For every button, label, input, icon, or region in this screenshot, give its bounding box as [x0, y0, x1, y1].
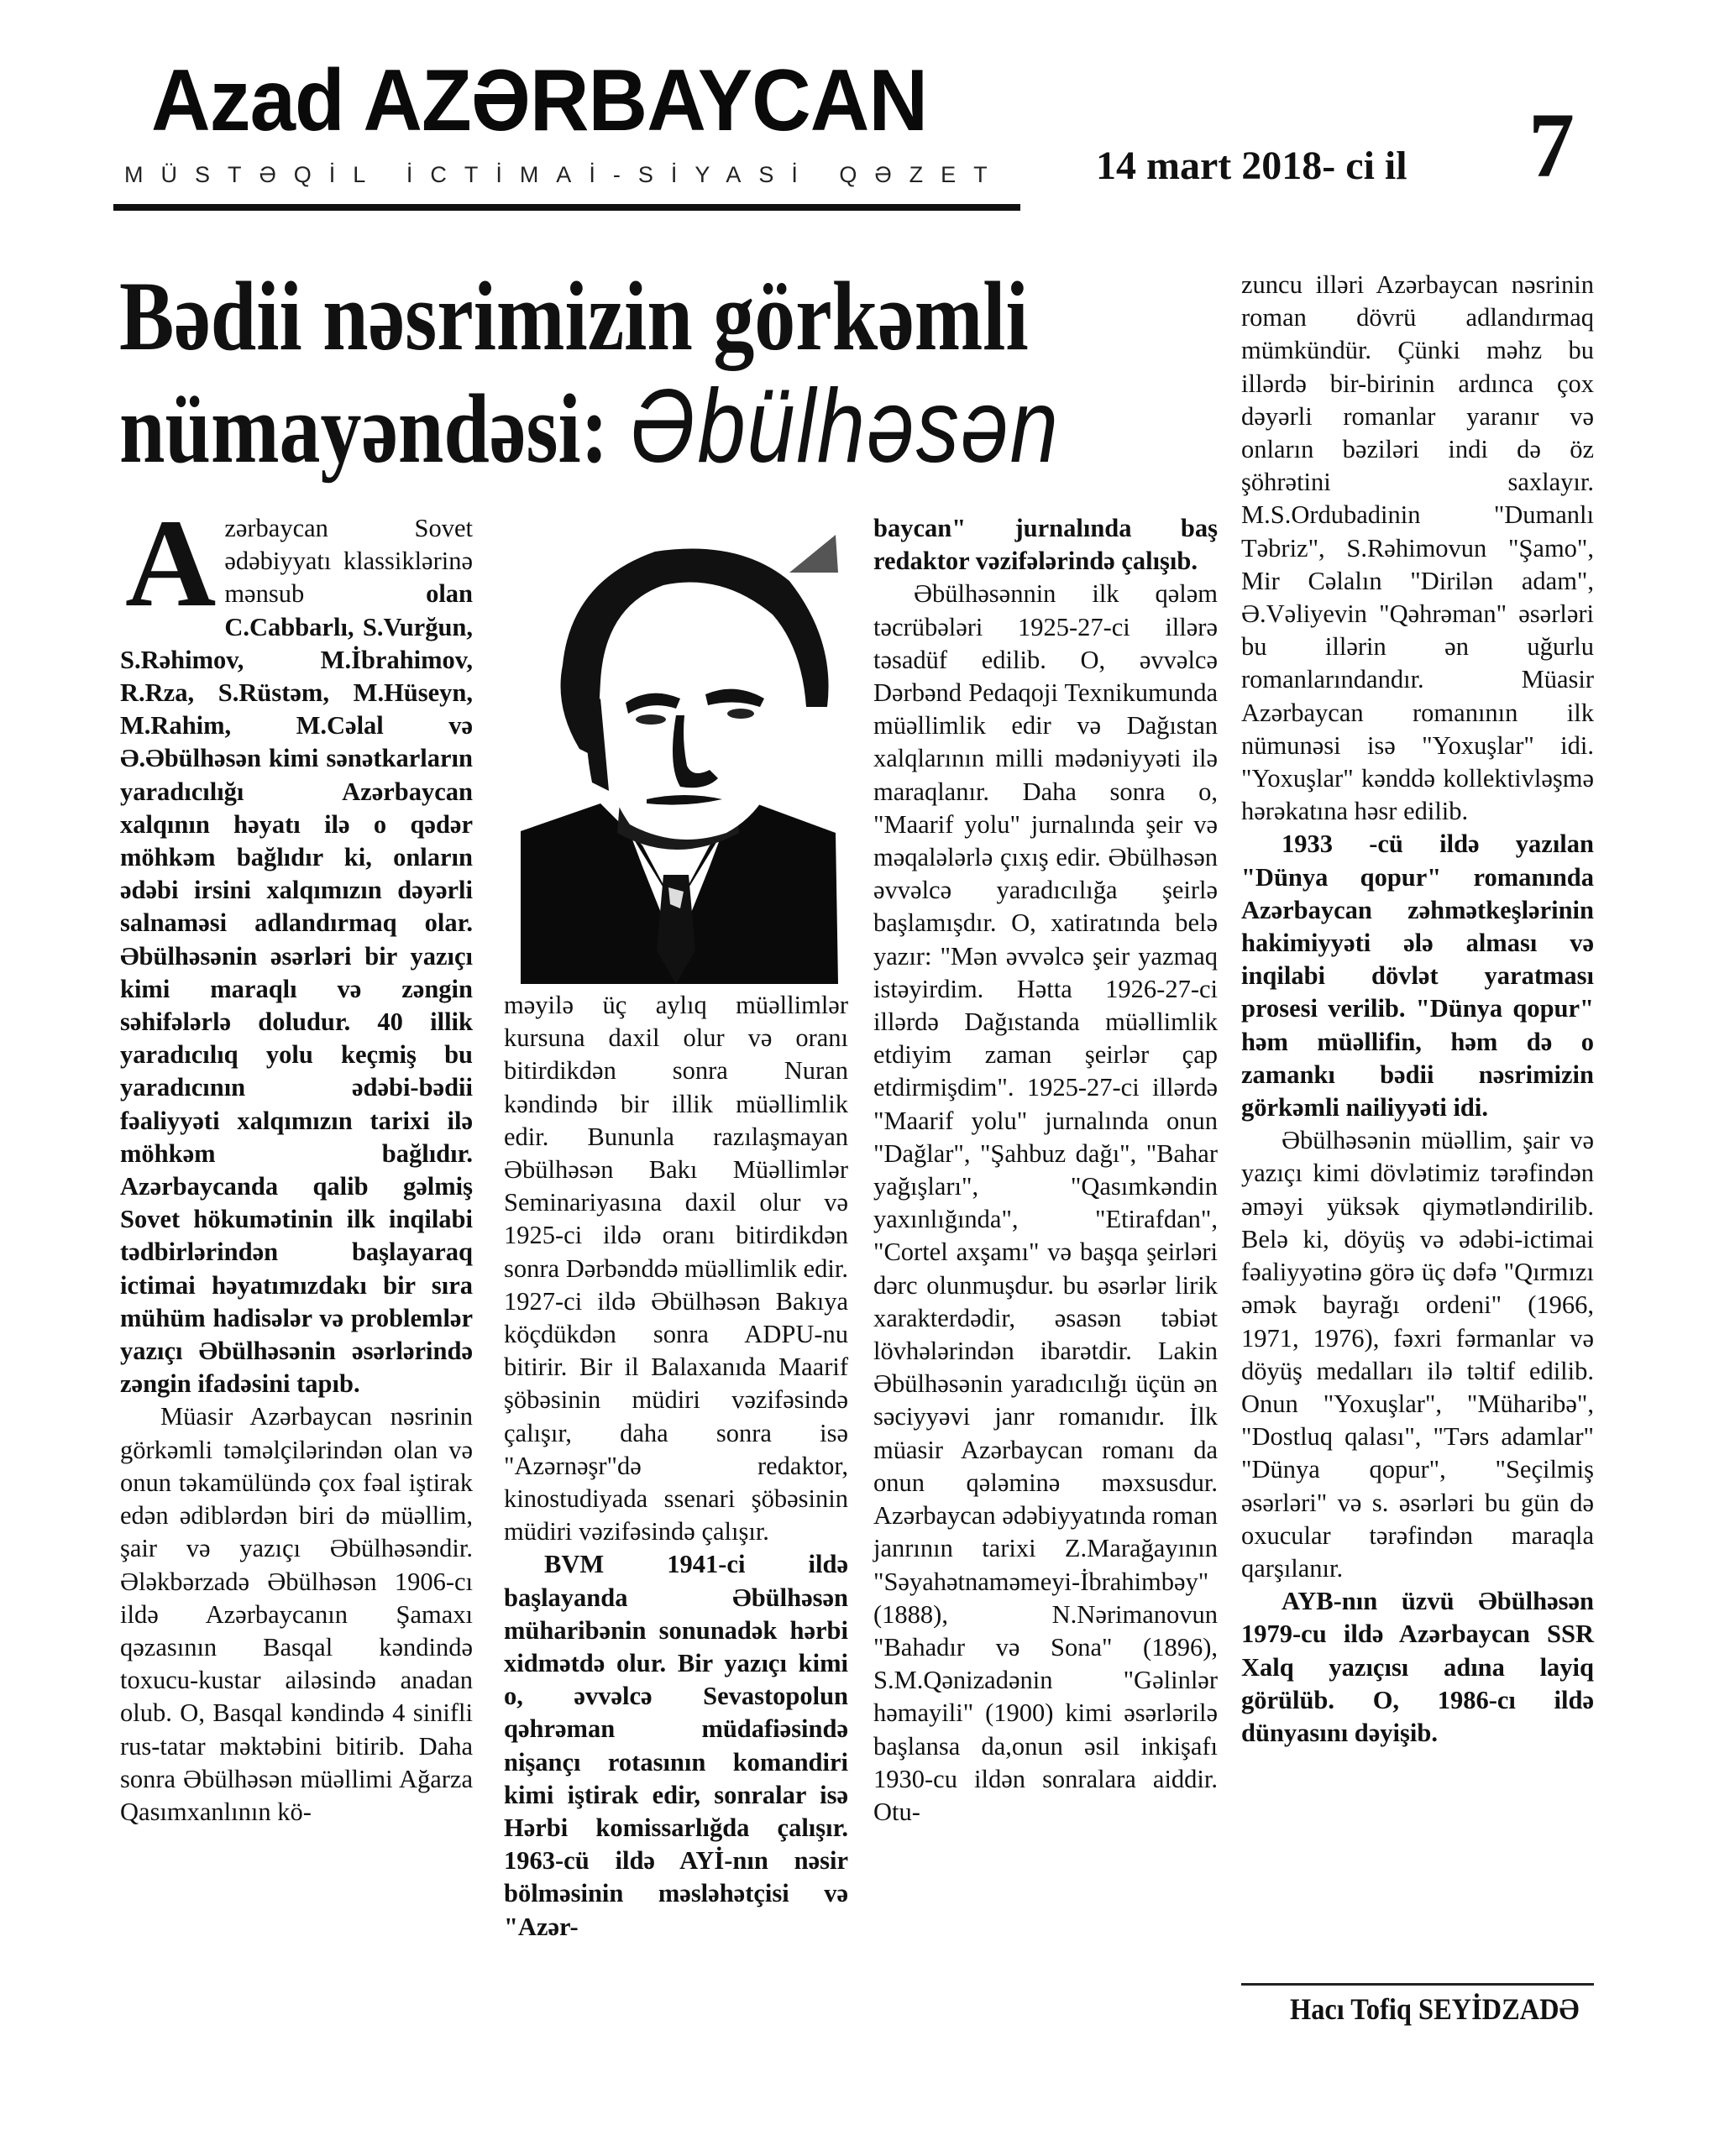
- headline-name: Əbülhəsən: [628, 369, 1060, 484]
- headline-prefix: nümayəndəsi:: [119, 374, 609, 484]
- article-column-2: [504, 989, 848, 1944]
- drop-cap: A: [125, 494, 217, 633]
- issue-date: 14 mart 2018- ci il: [1096, 144, 1407, 188]
- paragraph-bold: AYB-nın üzvü Əbülhəsən 1979-cu ildə Azərbaycan SSR Xalq yazıçısı adına layiq görülüb. O, 1986-cı ildə dünyasını dəyişib.: [1241, 1587, 1594, 1747]
- paragraph: məyilə üç aylıq müəllimlər kursuna daxil olur və oranı bitirdikdən sonra Nuran kəndində bir illik müəllimlik edir. Bununla razılaşmayan Əbülhəsən Bakı Müəllimlər Seminariyasına daxil olur və 1925-ci ildə oranı bitirdikdən sonra Dərbənddə müəllimlik edir. 1927-ci ildə Əbülhəsən Bakıya köçdükdən sonra ADPU-nu bitirir. Bir il Balaxanıda Maarif şöbəsinin müdiri vəzifəsində çalışır, daha sonra isə "Azərnəşr"də redaktor, kinostudiyada ssenari şöbəsinin müdiri vəzifəsində çalışır.: [504, 991, 848, 1546]
- paragraph: Müasir Azərbaycan nəsrinin görkəmli təməlçilərindən olan və onun təkamülündə çox fəal iştirak edən ədiblərdən biri də müəllim, şair və yazıçı Əbülhəsəndir. Ələkbərzadə Əbülhəsən 1906-cı ildə Azərbaycanın Şamaxı qəzasının Basqal kəndində toxucu-kustar ailəsində anadan olub. O, Basqal kəndində 4 sinifli rus-tatar məktəbini bitirib. Daha sonra Əbülhəsən müəllimi Ağarza Qasımxanlının kö-: [120, 1402, 473, 1826]
- paragraph: zuncu illəri Azərbaycan nəsrinin roman dövrü adlandırmaq mümkündür. Çünki məhz bu illərdə bir-birinin ardınca çox dəyərli romanlar yaranır və onların bəziləri indi də öz şöhrətini saxlayır. M.S.Ordubadinin "Dumanlı Təbriz", S.Rəhimovun "Şamo", Mir Cəlalın "Dirilən adam", Ə.Vəliyevin "Qəhrəman" əsərləri bu illərin ən uğurlu romanlarındandır. Müasir Azərbaycan romanının ilk nümunəsi isə "Yoxuşlar" idi. "Yoxuşlar" kənddə kollektivləşmə hərəkatına həsr edilib.: [1241, 270, 1594, 826]
- portrait-image: [504, 514, 850, 984]
- article-headline: [119, 261, 1060, 484]
- paragraph: Əbülhəsənin müəllim, şair və yazıçı kimi dövlətimiz tərəfindən əməyi yüksək qiymətləndirilib. Belə ki, döyüş və ədəbi-ictimai fəaliyyətinə görə üç dəfə "Qırmızı əmək bayrağı ordeni" (1966, 1971, 1976), fəxri fərmanlar və döyüş medalları ilə təltif edilib. Onun "Yoxuşlar", "Müharibə", "Dostluq qalası", "Tərs adamlar" "Dünya qopur", "Seçilmiş əsərləri" və s. əsərləri bu gün də oxucular tərəfindən maraqla qarşılanır.: [1241, 1126, 1594, 1583]
- article-column-3: [873, 512, 1218, 1829]
- paragraph: Əbülhəsənnin ilk qələm təcrübələri 1925-27-ci illərə təsadüf edilib. O, əvvəlcə Dərbənd Pedaqoji Texnikumunda müəllimlik edir və Dağıstan xalqlarının milli mədəniyyəti ilə maraqlanır. Daha sonra o, "Maarif yolu" jurnalında şeir və məqalələrlə çıxış edir. Əbülhəsən əvvəlcə yaradıcılığa şeirlə başlamışdır. O, xatiratında belə yazır: "Mən əvvəlcə şeir yazmaq istəyirdim. Hətta 1926-27-ci illərdə Dağıstanda müəllimlik etdiyim zaman şeirlər çap etdirmişdim". 1925-27-ci illərdə "Maarif yolu" jurnalında onun "Dağlar", "Şahbuz dağı", "Bahar yağışları", "Qasımkəndin yaxınlığında", "Etirafdan", "Cortel axşamı" və başqa şeirləri dərc olunmuşdur. bu əsərlər lirik xarakterdədir, əsasən təbiət lövhələrindən ibarətdir. Lakin Əbülhəsənin yaradıcılığı üçün ən səciyyəvi janr romanıdır. İlk müasir Azərbaycan romanı da onun qələminə məxsusdur. Azərbaycan ədəbiyyatında roman janrının tarixi Z.Marağayının "Səyahətnaməmeyi-İbrahimbəy" (1888), N.Nərimanovun "Bahadır və Sona" (1896), S.M.Qənizadənin "Gəlinlər həmayili" (1900) kimi əsərlərilə başlansa da,onun əsil inkişafı 1930-cu ildən sonralara aiddir. Otu-: [873, 579, 1218, 1826]
- paragraph-bold: BVM 1941-ci ildə başlayanda Əbülhəsən müharibənin sonunadək hərbi xidmətdə olur. Bir yazıçı kimi o, əvvəlcə Sevastopolun qəhrəman müdafiəsində nişançı rotasının komandiri kimi iştirak edir, sonralar isə Hərbi komissarlığda çalışır. 1963-cü ildə AYİ-nın nəsir bölməsinin məsləhətçisi və "Azər-: [504, 1550, 848, 1941]
- paragraph-bold: 1933 -cü ildə yazılan "Dünya qopur" romanında Azərbaycan zəhmətkeşlərinin hakimiyyəti ələ alması və inqilabi dövlət yaratması prosesi verilib. "Dünya qopur" həm müəllifin, həm də o zamankı bədii nəsrimizin görkəmli nailiyyəti idi.: [1241, 829, 1594, 1122]
- masthead-divider: [113, 204, 1020, 211]
- headline-line-1: Bədii nəsrimizin görkəmli: [119, 261, 1029, 371]
- author-portrait-photo: [504, 514, 850, 984]
- newspaper-title: Azad AZƏRBAYCAN: [151, 52, 928, 149]
- byline-divider: [1241, 1983, 1594, 1986]
- page-number: 7: [1528, 94, 1575, 196]
- article-column-1: [120, 494, 473, 1829]
- lead-text: zərbaycan Sovet ədəbiyyatı klassiklərinə mənsub: [224, 514, 473, 609]
- lead-text-bold: olan C.Cabbarlı, S.Vurğun, S.Rəhimov, M.İbrahimov, R.Rza, S.Rüstəm, M.Hüseyn, M.Rahim, M.Cəlal və Ə.Əbülhəsən kimi sənətkarların yaradıcılığı Azərbaycan xalqının həyatı ilə o qədər möhkəm bağlıdır ki, onların ədəbi irsini xalqımızın dəyərli salnaməsi adlandırmaq olar. Əbülhəsənin əsərləri bir yazıçı kimi maraqlı və zəngin səhifələrlə doludur. 40 illik yaradıcılıq yolu keçmiş bu yaradıcının ədəbi-bədii fəaliyyəti xalqımızın tarixi ilə möhkəm bağlıdır. Azərbaycanda qalib gəlmiş Sovet hökumətinin ilk inqilabi tədbirlərindən başlayaraq ictimai həyatımızdakı bir sıra mühüm hadisələr və problemlər yazıçı Əbülhəsənin əsərlərində zəngin ifadəsini tapıb.: [120, 579, 473, 1399]
- newspaper-subtitle: MÜSTƏQİL İCTİMAİ-SİYASİ QƏZET: [124, 162, 1005, 187]
- author-byline: Hacı Tofiq SEYİDZADƏ: [1290, 1992, 1580, 2026]
- paragraph: [120, 494, 473, 1400]
- paragraph-bold: baycan" jurnalında baş redaktor vəzifələrində çalışıb.: [873, 514, 1218, 576]
- headline-line-2: [119, 369, 1060, 484]
- article-column-4: [1241, 269, 1594, 1750]
